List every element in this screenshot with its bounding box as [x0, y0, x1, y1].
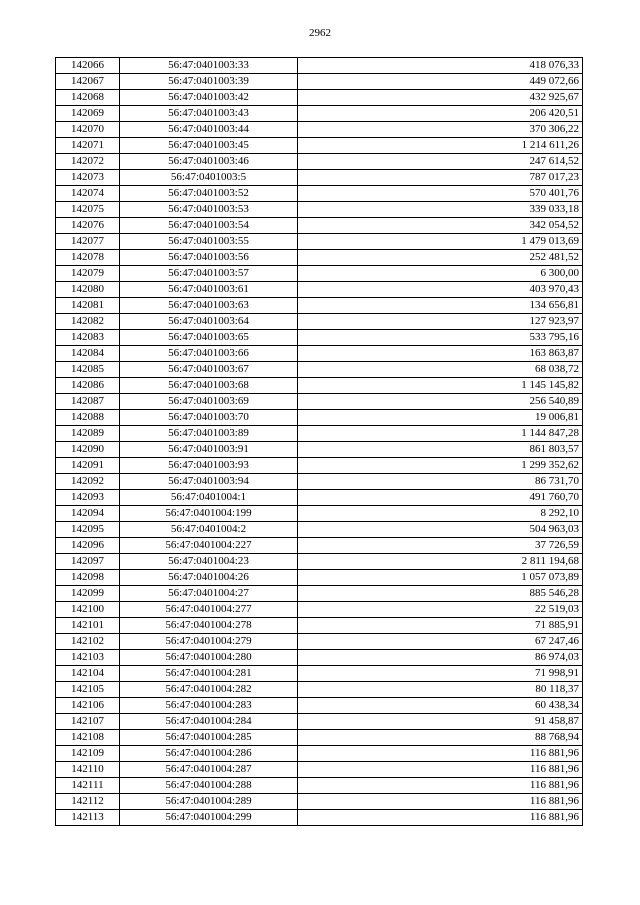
- cadastral-value-cell: 1 145 145,82: [298, 378, 583, 394]
- row-number-cell: 142094: [56, 506, 120, 522]
- cadastral-value-cell: 247 614,52: [298, 154, 583, 170]
- row-number-cell: 142084: [56, 346, 120, 362]
- table-row: [56, 746, 583, 762]
- cadastral-number-cell: 56:47:0401003:43: [120, 106, 298, 122]
- table-row: [56, 234, 583, 250]
- cadastral-value-cell: 418 076,33: [298, 58, 583, 74]
- cadastral-number-cell: 56:47:0401003:70: [120, 410, 298, 426]
- cadastral-value-cell: 8 292,10: [298, 506, 583, 522]
- row-number-cell: 142068: [56, 90, 120, 106]
- cadastral-number-cell: 56:47:0401004:2: [120, 522, 298, 538]
- row-number-cell: 142110: [56, 762, 120, 778]
- cadastral-value-cell: 533 795,16: [298, 330, 583, 346]
- table-row: [56, 202, 583, 218]
- cadastral-number-cell: 56:47:0401004:27: [120, 586, 298, 602]
- cadastral-number-cell: 56:47:0401003:68: [120, 378, 298, 394]
- table-row: [56, 426, 583, 442]
- cadastral-number-cell: 56:47:0401004:278: [120, 618, 298, 634]
- row-number-cell: 142103: [56, 650, 120, 666]
- cadastral-number-cell: 56:47:0401004:1: [120, 490, 298, 506]
- row-number-cell: 142113: [56, 810, 120, 826]
- cadastral-number-cell: 56:47:0401003:44: [120, 122, 298, 138]
- row-number-cell: 142079: [56, 266, 120, 282]
- table-row: [56, 554, 583, 570]
- cadastral-value-cell: 370 306,22: [298, 122, 583, 138]
- cadastral-number-cell: 56:47:0401003:93: [120, 458, 298, 474]
- table-row: [56, 170, 583, 186]
- cadastral-number-cell: 56:47:0401004:287: [120, 762, 298, 778]
- cadastral-value-cell: 60 438,34: [298, 698, 583, 714]
- cadastral-value-cell: 1 214 611,26: [298, 138, 583, 154]
- table-row: [56, 634, 583, 650]
- cadastral-value-cell: 91 458,87: [298, 714, 583, 730]
- row-number-cell: 142069: [56, 106, 120, 122]
- cadastral-number-cell: 56:47:0401004:280: [120, 650, 298, 666]
- table-row: [56, 362, 583, 378]
- row-number-cell: 142073: [56, 170, 120, 186]
- table-row: [56, 394, 583, 410]
- table-row: [56, 106, 583, 122]
- row-number-cell: 142105: [56, 682, 120, 698]
- table-row: [56, 650, 583, 666]
- table-row: [56, 58, 583, 74]
- cadastral-value-cell: 1 057 073,89: [298, 570, 583, 586]
- cadastral-number-cell: 56:47:0401003:39: [120, 74, 298, 90]
- table-row: [56, 458, 583, 474]
- cadastral-value-cell: 116 881,96: [298, 762, 583, 778]
- row-number-cell: 142093: [56, 490, 120, 506]
- cadastral-number-cell: 56:47:0401004:285: [120, 730, 298, 746]
- row-number-cell: 142072: [56, 154, 120, 170]
- cadastral-number-cell: 56:47:0401003:61: [120, 282, 298, 298]
- cadastral-number-cell: 56:47:0401003:91: [120, 442, 298, 458]
- table-row: [56, 490, 583, 506]
- cadastral-number-cell: 56:47:0401003:89: [120, 426, 298, 442]
- row-number-cell: 142092: [56, 474, 120, 490]
- cadastral-number-cell: 56:47:0401003:66: [120, 346, 298, 362]
- table-row: [56, 522, 583, 538]
- cadastral-number-cell: 56:47:0401004:283: [120, 698, 298, 714]
- cadastral-number-cell: 56:47:0401003:63: [120, 298, 298, 314]
- table-row: [56, 266, 583, 282]
- row-number-cell: 142067: [56, 74, 120, 90]
- cadastral-value-cell: 256 540,89: [298, 394, 583, 410]
- row-number-cell: 142074: [56, 186, 120, 202]
- cadastral-number-cell: 56:47:0401003:65: [120, 330, 298, 346]
- row-number-cell: 142083: [56, 330, 120, 346]
- cadastral-value-cell: 342 054,52: [298, 218, 583, 234]
- row-number-cell: 142096: [56, 538, 120, 554]
- table-row: [56, 314, 583, 330]
- table-row: [56, 698, 583, 714]
- row-number-cell: 142066: [56, 58, 120, 74]
- row-number-cell: 142085: [56, 362, 120, 378]
- table-row: [56, 730, 583, 746]
- cadastral-number-cell: 56:47:0401003:5: [120, 170, 298, 186]
- row-number-cell: 142104: [56, 666, 120, 682]
- table-row: [56, 74, 583, 90]
- cadastral-number-cell: 56:47:0401004:279: [120, 634, 298, 650]
- cadastral-value-cell: 252 481,52: [298, 250, 583, 266]
- row-number-cell: 142090: [56, 442, 120, 458]
- cadastral-number-cell: 56:47:0401004:199: [120, 506, 298, 522]
- cadastral-value-table: [55, 57, 583, 826]
- table-row: [56, 794, 583, 810]
- cadastral-value-cell: 1 299 352,62: [298, 458, 583, 474]
- cadastral-value-cell: 134 656,81: [298, 298, 583, 314]
- table-row: [56, 570, 583, 586]
- cadastral-number-cell: 56:47:0401004:286: [120, 746, 298, 762]
- table-row: [56, 378, 583, 394]
- row-number-cell: 142107: [56, 714, 120, 730]
- cadastral-number-cell: 56:47:0401004:289: [120, 794, 298, 810]
- table-row: [56, 330, 583, 346]
- cadastral-value-cell: 570 401,76: [298, 186, 583, 202]
- table-row: [56, 778, 583, 794]
- row-number-cell: 142108: [56, 730, 120, 746]
- row-number-cell: 142098: [56, 570, 120, 586]
- table-row: [56, 538, 583, 554]
- cadastral-number-cell: 56:47:0401003:52: [120, 186, 298, 202]
- table-row: [56, 410, 583, 426]
- row-number-cell: 142089: [56, 426, 120, 442]
- cadastral-value-cell: 116 881,96: [298, 810, 583, 826]
- cadastral-value-cell: 88 768,94: [298, 730, 583, 746]
- cadastral-number-cell: 56:47:0401003:42: [120, 90, 298, 106]
- cadastral-value-cell: 68 038,72: [298, 362, 583, 378]
- table-row: [56, 250, 583, 266]
- row-number-cell: 142106: [56, 698, 120, 714]
- table-row: [56, 714, 583, 730]
- cadastral-number-cell: 56:47:0401003:53: [120, 202, 298, 218]
- row-number-cell: 142111: [56, 778, 120, 794]
- table-row: [56, 618, 583, 634]
- cadastral-value-cell: 432 925,67: [298, 90, 583, 106]
- cadastral-number-cell: 56:47:0401004:288: [120, 778, 298, 794]
- cadastral-value-cell: 22 519,03: [298, 602, 583, 618]
- cadastral-value-cell: 403 970,43: [298, 282, 583, 298]
- row-number-cell: 142109: [56, 746, 120, 762]
- cadastral-value-cell: 71 998,91: [298, 666, 583, 682]
- cadastral-value-cell: 861 803,57: [298, 442, 583, 458]
- table-row: [56, 666, 583, 682]
- cadastral-value-cell: 504 963,03: [298, 522, 583, 538]
- cadastral-value-cell: 206 420,51: [298, 106, 583, 122]
- row-number-cell: 142100: [56, 602, 120, 618]
- cadastral-value-cell: 116 881,96: [298, 778, 583, 794]
- table-row: [56, 346, 583, 362]
- cadastral-number-cell: 56:47:0401004:281: [120, 666, 298, 682]
- table-row: [56, 218, 583, 234]
- cadastral-value-cell: 80 118,37: [298, 682, 583, 698]
- table-row: [56, 298, 583, 314]
- cadastral-value-cell: 2 811 194,68: [298, 554, 583, 570]
- cadastral-value-cell: 163 863,87: [298, 346, 583, 362]
- row-number-cell: 142076: [56, 218, 120, 234]
- cadastral-value-cell: 86 974,03: [298, 650, 583, 666]
- row-number-cell: 142101: [56, 618, 120, 634]
- cadastral-number-cell: 56:47:0401003:64: [120, 314, 298, 330]
- cadastral-value-cell: 127 923,97: [298, 314, 583, 330]
- cadastral-number-cell: 56:47:0401003:54: [120, 218, 298, 234]
- cadastral-value-cell: 116 881,96: [298, 794, 583, 810]
- cadastral-number-cell: 56:47:0401004:282: [120, 682, 298, 698]
- table-row: [56, 442, 583, 458]
- cadastral-number-cell: 56:47:0401003:55: [120, 234, 298, 250]
- cadastral-value-cell: 1 479 013,69: [298, 234, 583, 250]
- row-number-cell: 142095: [56, 522, 120, 538]
- table-row: [56, 762, 583, 778]
- row-number-cell: 142099: [56, 586, 120, 602]
- row-number-cell: 142080: [56, 282, 120, 298]
- cadastral-value-cell: 71 885,91: [298, 618, 583, 634]
- table-body: [56, 58, 583, 826]
- cadastral-number-cell: 56:47:0401004:23: [120, 554, 298, 570]
- table-row: [56, 122, 583, 138]
- table-row: [56, 810, 583, 826]
- row-number-cell: 142081: [56, 298, 120, 314]
- cadastral-value-cell: 449 072,66: [298, 74, 583, 90]
- row-number-cell: 142112: [56, 794, 120, 810]
- cadastral-number-cell: 56:47:0401003:57: [120, 266, 298, 282]
- row-number-cell: 142087: [56, 394, 120, 410]
- row-number-cell: 142082: [56, 314, 120, 330]
- table-row: [56, 138, 583, 154]
- cadastral-value-cell: 787 017,23: [298, 170, 583, 186]
- cadastral-value-cell: 6 300,00: [298, 266, 583, 282]
- cadastral-value-cell: 37 726,59: [298, 538, 583, 554]
- row-number-cell: 142088: [56, 410, 120, 426]
- cadastral-value-cell: 116 881,96: [298, 746, 583, 762]
- row-number-cell: 142075: [56, 202, 120, 218]
- row-number-cell: 142086: [56, 378, 120, 394]
- cadastral-number-cell: 56:47:0401003:45: [120, 138, 298, 154]
- row-number-cell: 142097: [56, 554, 120, 570]
- row-number-cell: 142070: [56, 122, 120, 138]
- cadastral-value-cell: 19 006,81: [298, 410, 583, 426]
- cadastral-number-cell: 56:47:0401003:69: [120, 394, 298, 410]
- cadastral-number-cell: 56:47:0401003:33: [120, 58, 298, 74]
- table-row: [56, 682, 583, 698]
- cadastral-number-cell: 56:47:0401004:227: [120, 538, 298, 554]
- row-number-cell: 142077: [56, 234, 120, 250]
- row-number-cell: 142102: [56, 634, 120, 650]
- cadastral-value-cell: 339 033,18: [298, 202, 583, 218]
- table-row: [56, 154, 583, 170]
- cadastral-number-cell: 56:47:0401004:284: [120, 714, 298, 730]
- table-row: [56, 282, 583, 298]
- table-row: [56, 90, 583, 106]
- cadastral-number-cell: 56:47:0401004:299: [120, 810, 298, 826]
- cadastral-number-cell: 56:47:0401004:26: [120, 570, 298, 586]
- table-row: [56, 506, 583, 522]
- table-row: [56, 474, 583, 490]
- cadastral-value-cell: 491 760,70: [298, 490, 583, 506]
- row-number-cell: 142078: [56, 250, 120, 266]
- table-row: [56, 602, 583, 618]
- cadastral-number-cell: 56:47:0401003:67: [120, 362, 298, 378]
- page-number: 2962: [309, 27, 331, 39]
- cadastral-number-cell: 56:47:0401003:56: [120, 250, 298, 266]
- cadastral-value-cell: 1 144 847,28: [298, 426, 583, 442]
- row-number-cell: 142091: [56, 458, 120, 474]
- table-row: [56, 586, 583, 602]
- cadastral-value-cell: 86 731,70: [298, 474, 583, 490]
- row-number-cell: 142071: [56, 138, 120, 154]
- table-row: [56, 186, 583, 202]
- cadastral-value-cell: 67 247,46: [298, 634, 583, 650]
- cadastral-number-cell: 56:47:0401003:46: [120, 154, 298, 170]
- cadastral-number-cell: 56:47:0401004:277: [120, 602, 298, 618]
- cadastral-value-cell: 885 546,28: [298, 586, 583, 602]
- cadastral-number-cell: 56:47:0401003:94: [120, 474, 298, 490]
